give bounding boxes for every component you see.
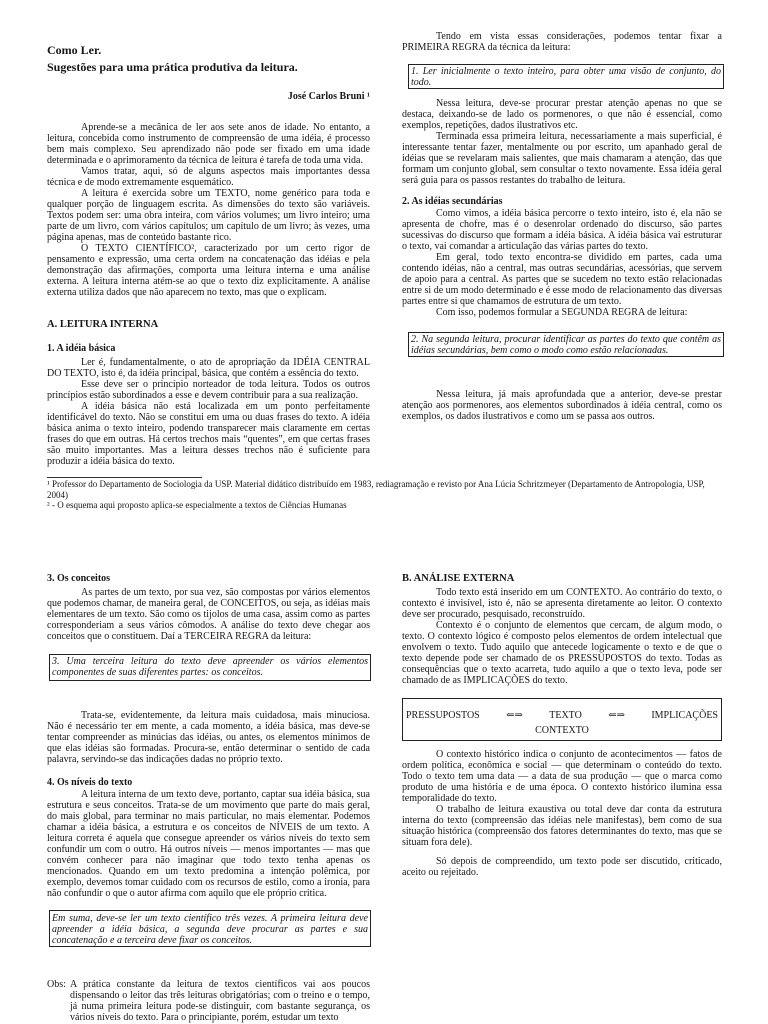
- double-arrow-icon: ⇐⇒: [608, 710, 625, 721]
- paragraph: A leitura é exercida sobre um TEXTO, nome genérico para toda e qualquer porção de linguagem escrita. As dimensões do texto são variáveis. Textos podem ser: uma obra inteira, com vários volumes; um livro inteiro; uma parte de um livro, com vários capítulos; um capítulo de um livro; às vezes, uma página apenas, mas de conteúdo bastante rico.: [47, 188, 370, 243]
- contexto-historico-paragraphs: [402, 749, 722, 848]
- rule2-explanation: [402, 389, 722, 422]
- document-subtitle: Sugestões para uma prática produtiva da leitura.: [47, 60, 298, 74]
- paragraph: Só depois de compreendido, um texto pode ser discutido, criticado, aceito ou rejeitado.: [402, 856, 722, 878]
- obs-note: [47, 979, 370, 1023]
- diagram-caption: CONTEXTO: [535, 725, 589, 736]
- ideia-basica-paragraphs: [47, 357, 370, 467]
- rule-text: 2. Na segunda leitura, procurar identificar as partes do texto que contêm as idéias secundárias, bem como o modo como estão relacionadas.: [411, 334, 721, 356]
- section-heading-analise-externa: B. ANÁLISE EXTERNA: [402, 573, 515, 584]
- document-title-block: [47, 42, 370, 76]
- paragraph: Esse deve ser o princípio norteador de toda leitura. Todos os outros princípios estão subordinados a esse e devem contribuir para a sua realização.: [47, 379, 370, 401]
- paragraph: Terminada essa primeira leitura, necessariamente a mais superficial, é interessante tentar fazer, mentalmente ou por escrito, um apanhado geral de idéias que se revelaram mais salientes, que mais chamaram a atenção, das que formam um conjunto global, sem consultar o texto novamente. Essa idéia geral será guia para os passos restantes do trabalho de leitura.: [402, 131, 722, 186]
- context-diagram: [402, 698, 722, 741]
- conclusion: [402, 856, 722, 878]
- section-heading-leitura-interna: A. LEITURA INTERNA: [47, 319, 159, 330]
- rule-box-2: [408, 332, 724, 357]
- paragraph: A idéia básica não está localizada em um ponto perfeitamente identificável do texto. Não se constitui em uma ou duas frases do texto. A idéia básica anima o texto inteiro, podendo transparecer mais claramente em certas frases do que em outras. Há certos trechos mais “quentes”, em que certas frases são muito importantes. Mas a leitura desses trechos não é suficiente para produzir a idéia básica do texto.: [47, 401, 370, 467]
- diagram-implicacoes: IMPLICAÇÕES: [651, 710, 718, 721]
- diagram-pressupostos: PRESSUPOSTOS: [406, 710, 480, 721]
- paragraph: Vamos tratar, aqui, só de alguns aspectos mais importantes dessa técnica e de modo extremamente esquemático.: [47, 166, 370, 188]
- paragraph: Todo texto está inserido em um CONTEXTO. Ao contrário do texto, o contexto é invisível, isto é, não se apresenta diretamente ao leitor. O contexto deve ser procurado, pesquisado, reconstruído.: [402, 587, 722, 620]
- subsection-heading-niveis: 4. Os níveis do texto: [47, 777, 133, 788]
- rule-box-1: [408, 64, 724, 89]
- rule1-explanation: [402, 98, 722, 186]
- ideias-secundarias-paragraphs: [402, 208, 722, 318]
- obs-label: Obs:: [47, 979, 66, 990]
- diagram-texto: TEXTO: [549, 710, 582, 721]
- obs-text: A prática constante da leitura de textos científicos vai aos poucos dispensando o leitor das três leituras obrigatórias; com o treino e o tempo, já numa primeira leitura pode-se distinguir, com bastante segurança, os vários níveis do texto. Para o principiante, porém, estudar um texto: [70, 979, 370, 1023]
- rule3-explanation: [47, 710, 370, 765]
- summary-text: Em suma, deve-se ler um texto científico três vezes. A primeira leitura deve apreender a idéia básica, a segunda deve procurar as partes e sua concatenação e a terceira deve fixar os conceitos.: [52, 913, 368, 946]
- rule-text: 3. Uma terceira leitura do texto deve apreender os vários elementos componentes de suas diferentes partes: os conceitos.: [52, 656, 368, 678]
- paragraph: O TEXTO CIENTÍFICO², caracterizado por um certo rigor de pensamento e expressão, uma certa ordem na concatenação das idéias e pela demonstração das afirmações, comporta uma leitura interna e uma análise externa. A leitura interna atém-se ao que o texto diz explicitamente. A análise externa utiliza dados que não aparecem no texto, mas que o explicam.: [47, 243, 370, 298]
- summary-box: [49, 910, 371, 947]
- intro-paragraphs: [47, 122, 370, 298]
- paragraph: Com isso, podemos formular a SEGUNDA REGRA de leitura:: [436, 307, 688, 318]
- subsection-heading-ideia-basica: 1. A idéia básica: [47, 343, 116, 354]
- paragraph: Aprende-se a mecânica de ler aos sete anos de idade. No entanto, a leitura, concebida como instrumento de compreensão de uma idéia, é processo bem mais complexo. Seu aprendizado não pode ser fixado em uma idade determinada e o aprimoramento da técnica de leitura é tarefa de toda uma vida.: [47, 122, 370, 166]
- diagram-row: [406, 710, 718, 721]
- rule-text: 1. Ler inicialmente o texto inteiro, para obter uma visão de conjunto, do todo.: [411, 66, 721, 88]
- paragraph: O trabalho de leitura exaustiva ou total deve dar conta da estrutura interna do texto (compreensão das idéias nele manifestas), bem como de sua situação histórica (compreensão dos fatores determinantes do texto, mas que se situam fora dele).: [402, 804, 722, 848]
- subsection-heading-conceitos: 3. Os conceitos: [47, 573, 111, 584]
- contexto-paragraphs: [402, 587, 722, 686]
- document-title: Como Ler.: [47, 43, 102, 57]
- footnote-separator: [47, 477, 202, 478]
- footnotes: [47, 479, 723, 511]
- paragraph: Ler é, fundamentalmente, o ato de apropriação da IDÉIA CENTRAL DO TEXTO, isto é, da idéia principal, básica, que contém a essência do texto.: [47, 357, 370, 379]
- paragraph: A leitura interna de um texto deve, portanto, captar sua idéia básica, sua estrutura e seus conceitos. Trata-se de um movimento que parte do mais geral, do mais global, para terminar no mais particular, no mais elementar. Podemos chamar a idéia básica, a estrutura e os conceitos de NÍVEIS de um texto. A leitura correta é aquela que consegue apreender os vários níveis do texto sem confundir um com o outro. Há outros níveis — menos importantes — mas que convém conhecer para não imaginar que todo texto tenha apenas os mencionados. Quando em um texto predomina a intenção polêmica, por exemplo, devemos tomar cuidado com os recursos de estilo, como a ironia, para não confundir o que o autor afirma com aquilo que ele próprio critica.: [47, 789, 370, 899]
- paragraph: Em geral, todo texto encontra-se dividido em partes, cada uma contendo idéias, não a central, mas outras secundárias, acessórias, que servem de apoio para a central. As partes que se sucedem no texto estão relacionadas entre si de um modo determinado e é esse modo de relacionamento das diversas partes entre si que chamamos de estrutura de um texto.: [402, 252, 722, 307]
- rule1-intro: [402, 31, 722, 53]
- conceitos-paragraph: [47, 587, 370, 642]
- paragraph: Nessa leitura, deve-se procurar prestar atenção apenas no que se destaca, deixando-se de lado os pormenores, o que não é essencial, como exemplos, repetições, dados ilustrativos etc.: [402, 98, 722, 131]
- niveis-paragraph: [47, 789, 370, 899]
- document-author: José Carlos Bruni ¹: [287, 91, 370, 102]
- rule-box-3: [49, 654, 371, 681]
- paragraph: Tendo em vista essas considerações, podemos tentar fixar a PRIMEIRA REGRA da técnica da leitura:: [402, 31, 722, 53]
- footnote: ² - O esquema aqui proposto aplica-se especialmente a textos de Ciências Humanas: [47, 500, 347, 510]
- paragraph: Como vimos, a idéia básica percorre o texto inteiro, isto é, ela não se apresenta de chofre, mas é o desenrolar ordenado do discurso, são partes sucessivas do discurso que formam a idéia básica. A idéia básica vai estruturar o texto, vai comandar a articulação das várias partes do texto.: [402, 208, 722, 252]
- double-arrow-icon: ⇐⇒: [506, 710, 523, 721]
- subsection-heading-ideias-secundarias: 2. As idéias secundárias: [402, 196, 503, 207]
- paragraph: O contexto histórico indica o conjunto de acontecimentos — fatos de ordem política, econômica e social — que determinam o conteúdo do texto. Todo o texto tem uma data — a data de sua produção — que o marca como produto de uma história e de uma época. O contexto histórico ilumina essa temporalidade do texto.: [402, 749, 722, 804]
- paragraph: Trata-se, evidentemente, da leitura mais cuidadosa, mais minuciosa. Não é necessário ter em mente, a cada momento, a idéia básica, mas deve-se tentar compreender as minúcias das idéias, ou antes, os elementos mínimos de que elas idéias são formadas. Procura-se, então determinar o sentido de cada palavra, servindo-se das indicações dadas no próprio texto.: [47, 710, 370, 765]
- paragraph: As partes de um texto, por sua vez, são compostas por vários elementos que podemos chamar, de maneira geral, de CONCEITOS, ou seja, as idéias mais elementares de um texto. São como os tijolos de uma casa, assim como as partes corresponderiam a seus vários cômodos. A análise do texto deve chegar aos conceitos que o constituem. Daí a TERCEIRA REGRA da leitura:: [47, 587, 370, 642]
- paragraph: Nessa leitura, já mais aprofundada que a anterior, deve-se prestar atenção aos pormenores, aos elementos subordinados à idéia central, como os exemplos, os dados ilustrativos e como um se passa aos outros.: [402, 389, 722, 422]
- paragraph: Contexto é o conjunto de elementos que cercam, de algum modo, o texto. O contexto lógico é composto pelos elementos de ordem intelectual que envolvem o texto. Tudo aquilo que antecede logicamente o texto e de que o texto depende pode ser chamado de os PRESSUPOSTOS do texto. Todas as consequências que o texto acarreta, tudo aquilo a que o texto leva, pode ser chamado de as IMPLICAÇÕES do texto.: [402, 620, 722, 686]
- footnote: ¹ Professor do Departamento de Sociologia da USP. Material didático distribuído em 1983, rediagramação e revisto por Ana Lúcia Schritzmeyer (Departamento de Antropologia, USP, 2004): [47, 479, 705, 500]
